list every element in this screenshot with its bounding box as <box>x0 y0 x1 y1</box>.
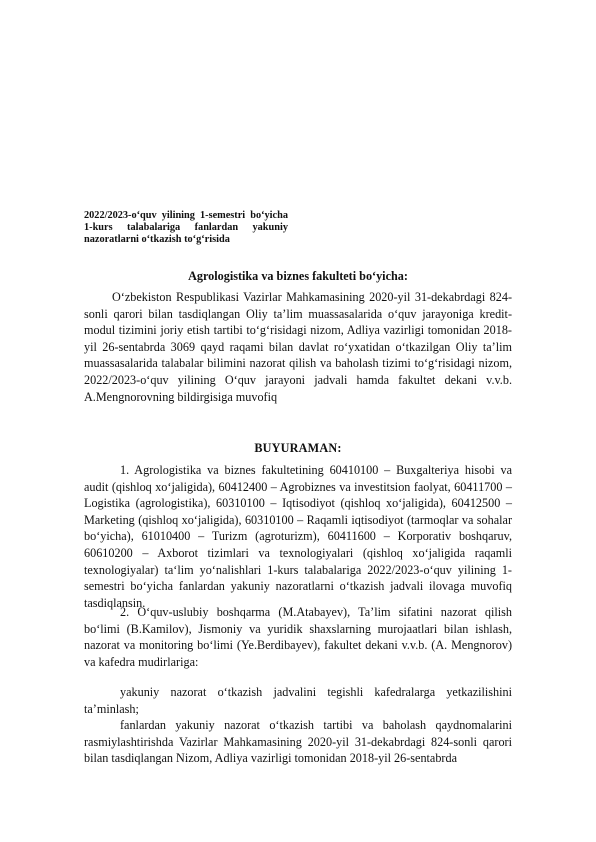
order-subject: 2022/2023-o‘quv yilining 1-semestri bo‘yicha 1-kurs talabalariga fanlardan yakuniy nazoratlarni o‘tkazish to‘g‘risida <box>84 210 288 246</box>
faculty-heading: Agrologistika va biznes fakulteti bo‘yicha: <box>188 269 408 283</box>
item-1-paragraph: 1. Agrologistika va biznes fakultetining 60410100 – Buxgalteriya hisobi va audit (qishloq xo‘jaligida), 60412400 – Agrobiznes va investitsion faolyat, 60411700 – Logistika (agrologistika), 60310100 – Iqtisodiyot (qishloq xo‘jaligida), 60412500 – Marketing (qishloq xo‘jaligida), 60310100 – Raqamli iqtisodiyot (tarmoqlar va sohalar bo‘yicha), 61010400 – Turizm (agroturizm), 60411600 – Korporativ boshqaruv, 60610200 – Axborot tizimlari va texnologiyalari (qishloq xo‘jaligida raqamli texnologiyalar) ta‘lim yo‘nalishlari 1-kurs talabalariga 2022/2023-o‘quv yilining 1-semestri bo‘yicha fanlardan yakuniy nazoratlarni o‘tkazish jadvali ilovaga muvofiq tasdiqlansin. <box>84 463 512 610</box>
item-2a-paragraph: yakuniy nazorat o‘tkazish jadvalini tegishli kafedralarga yetkazilishini ta’minlash; <box>84 685 512 716</box>
preamble-paragraph: O‘zbekiston Respublikasi Vazirlar Mahkamasining 2020-yil 31-dekabrdagi 824-sonli qarori bilan tasdiqlangan Oliy ta’lim muassasalarida o‘quv jarayoniga kredit-modul tizimini joriy etish tartibi to‘g‘risidagi nizom, Adliya vazirligi tomonidan 2018-yil 26-sentabrda 3069 qayd raqami bilan davlat ro‘yxatidan o‘tkazilgan Oliy ta’lim muassasalarida talabalar bilimini nazorat qilish va baholash tizimi to‘g‘risidagi nizom, 2022/2023-o‘quv yilining O‘quv jarayoni jadvali hamda fakultet dekani v.v.b. A.Mengnorovning bildirgisiga muvofiq <box>84 290 512 404</box>
order-word: BUYURAMAN: <box>254 441 342 455</box>
item-2-paragraph: 2. O‘quv-uslubiy boshqarma (M.Atabayev), Ta’lim sifatini nazorat qilish bo‘limi (B.Kamilov), Jismoniy va yuridik shaxslarning murojaatlari bilan ishlash, nazorat va monitoring bo‘limi (Ye.Berdibayev), fakultet dekani v.v.b. (A. Mengnorov) va kafedra mudirlariga: <box>84 605 512 669</box>
item-2b-paragraph: fanlardan yakuniy nazorat o‘tkazish tartibi va baholash qaydnomalarini rasmiylashtirishda Vazirlar Mahkamasining 2020-yil 31-dekabrdagi 824-sonli qarori bilan tasdiqlangan Nizom, Adliya vazirligi tomonidan 2018-yil 26-sentabrda <box>84 718 512 766</box>
